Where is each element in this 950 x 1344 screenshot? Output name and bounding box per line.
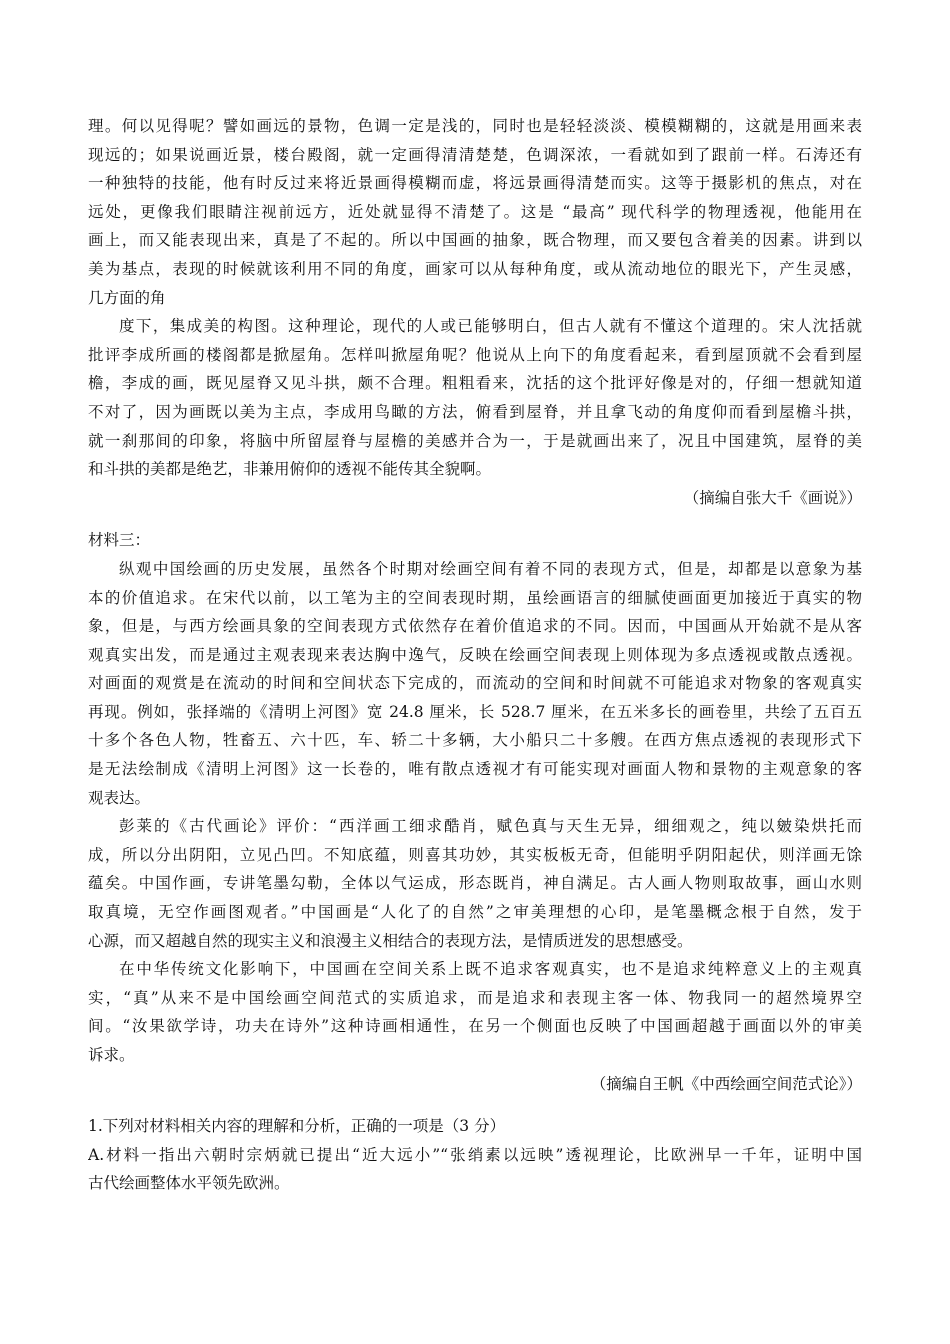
paragraph-line: 对画面的观赏是在流动的时间和空间状态下完成的，而流动的空间和时间就不可能追求对物象的客观真实 bbox=[88, 674, 862, 693]
paragraph-line: 纵观中国绘画的历史发展，虽然各个时期对绘画空间有着不同的表现方式，但是，却都是以意象为基 bbox=[119, 559, 862, 578]
paragraph-line: 度下，集成美的构图。这种理论，现代的人或已能够明白，但古人就有不懂这个道理的。宋人沈括就 bbox=[119, 317, 862, 336]
paragraph-line: 实，“真”从来不是中国绘画空间范式的实质追求，而是追求和表现主客一体、物我同一的超然境界空 bbox=[88, 988, 862, 1007]
paragraph-line: 一种独特的技能，他有时反过来将近景画得模糊而虚，将远景画得清楚而实。这等于摄影机的焦点，对在 bbox=[88, 174, 862, 193]
source-citation: （摘编自张大千《画说》） bbox=[683, 488, 862, 507]
paragraph-line: 不对了，因为画既以美为主点，李成用鸟瞰的方法，俯看到屋脊，并且拿飞动的角度仰而看到屋檐斗拱， bbox=[88, 402, 862, 421]
document-page bbox=[88, 112, 862, 1198]
option-a: A.材料一指出六朝时宗炳就已提出“近大远小”“张绡素以远映”透视理论，比欧洲早一千年，证明中国 bbox=[88, 1145, 862, 1164]
paragraph-line: 观真实出发，而是通过主观表现来表达胸中逸气，反映在绘画空间表现上则体现为多点透视或散点透视。 bbox=[88, 645, 862, 664]
paragraph-line: 成，所以分出阴阳，立见凸凹。不知底蕴，则喜其功妙，其实板板无奇，但能明乎阴阳起伏，则洋画无馀 bbox=[88, 845, 862, 864]
paragraph-line: 批评李成所画的楼阁都是掀屋角。怎样叫掀屋角呢？他说从上向下的角度看起来，看到屋顶就不会看到屋 bbox=[88, 345, 862, 364]
paragraph-line: 画上，而又能表现出来，真是了不起的。所以中国画的抽象，既合物理，而又要包含着美的因素。讲到以 bbox=[88, 231, 862, 250]
material-heading: 材料三： bbox=[88, 531, 151, 550]
paragraph-line: 檐，李成的画，既见屋脊又见斗拱，颇不合理。粗粗看来，沈括的这个批评好像是对的，仔细一想就知道 bbox=[88, 374, 862, 393]
source-citation: （摘编自王帆《中西绘画空间范式论》） bbox=[590, 1074, 862, 1093]
paragraph-line: 理。何以见得呢？譬如画远的景物，色调一定是浅的，同时也是轻轻淡淡、模模糊糊的，这就是用画来表 bbox=[88, 117, 862, 135]
paragraph-line: 现远的；如果说画近景，楼台殿阁，就一定画得清清楚楚，色调深浓，一看就如到了跟前一样。石涛还有 bbox=[88, 145, 862, 164]
paragraph-line: 再现。例如，张择端的《清明上河图》宽 24.8 厘米，长 528.7 厘米，在五米多长的画卷里，共绘了五百五 bbox=[88, 702, 862, 721]
paragraph-line: 诉求。 bbox=[88, 1046, 135, 1064]
paragraph-line: 心源，而又超越自然的现实主义和浪漫主义相结合的表现方法，是情质迸发的思想感受。 bbox=[88, 931, 693, 950]
paragraph-line: 观表达。 bbox=[88, 788, 151, 807]
paragraph-line: 就一刹那间的印象，将脑中所留屋脊与屋檐的美感并合为一，于是就画出来了，况且中国建筑，屋脊的美 bbox=[88, 431, 862, 450]
option-a: 古代绘画整体水平领先欧洲。 bbox=[88, 1174, 290, 1193]
paragraph-line: 几方面的角 bbox=[88, 288, 166, 307]
paragraph-line: 象，但是，与西方绘画具象的空间表现方式依然存在着价值追求的不同。因而，中国画从开始就不是从客 bbox=[88, 617, 862, 636]
paragraph-line: 本的价值追求。在宋代以前，以工笔为主的空间表现时期，虽绘画语言的细腻使画面更加接近于真实的物 bbox=[88, 588, 862, 607]
paragraph-line: 取真境，无空作画图观者。”中国画是“人化了的自然”之审美理想的心印，是笔墨概念根于自然，发于 bbox=[88, 903, 862, 922]
paragraph-line: 彭莱的《古代画论》评价：“西洋画工细求酷肖，赋色真与天生无异，细细观之，纯以皴染烘托而 bbox=[119, 817, 862, 836]
paragraph-line: 在中华传统文化影响下，中国画在空间关系上既不追求客观真实，也不是追求纯粹意义上的主观真 bbox=[119, 960, 862, 979]
paragraph-line: 和斗拱的美都是绝艺，非兼用俯仰的透视不能传其全貌啊。 bbox=[88, 460, 492, 479]
question-stem: 1.下列对材料相关内容的理解和分析，正确的一项是（3 分） bbox=[88, 1117, 506, 1136]
paragraph-line: 十多个各色人物，牲畜五、六十匹，车、轿二十多辆，大小船只二十多艘。在西方焦点透视的表现形式下 bbox=[88, 731, 862, 750]
paragraph-line: 是无法绘制成《清明上河图》这一长卷的，唯有散点透视才有可能实现对画面人物和景物的主观意象的客 bbox=[88, 760, 862, 779]
paragraph-line: 美为基点，表现的时候就该利用不同的角度，画家可以从每种角度，或从流动地位的眼光下，产生灵感， bbox=[88, 259, 862, 278]
paragraph-line: 蕴矣。中国作画，专讲笔墨勾勒，全体以气运成，形态既肖，神自满足。古人画人物则取故事，画山水则 bbox=[88, 874, 862, 893]
paragraph-line: 远处，更像我们眼睛注视前远方，近处就显得不清楚了。这是 “最高” 现代科学的物理透视，他能用在 bbox=[88, 202, 862, 221]
paragraph-line: 间。“汝果欲学诗，功夫在诗外”这种诗画相通性，在另一个侧面也反映了中国画超越于画面以外的审美 bbox=[88, 1017, 862, 1036]
